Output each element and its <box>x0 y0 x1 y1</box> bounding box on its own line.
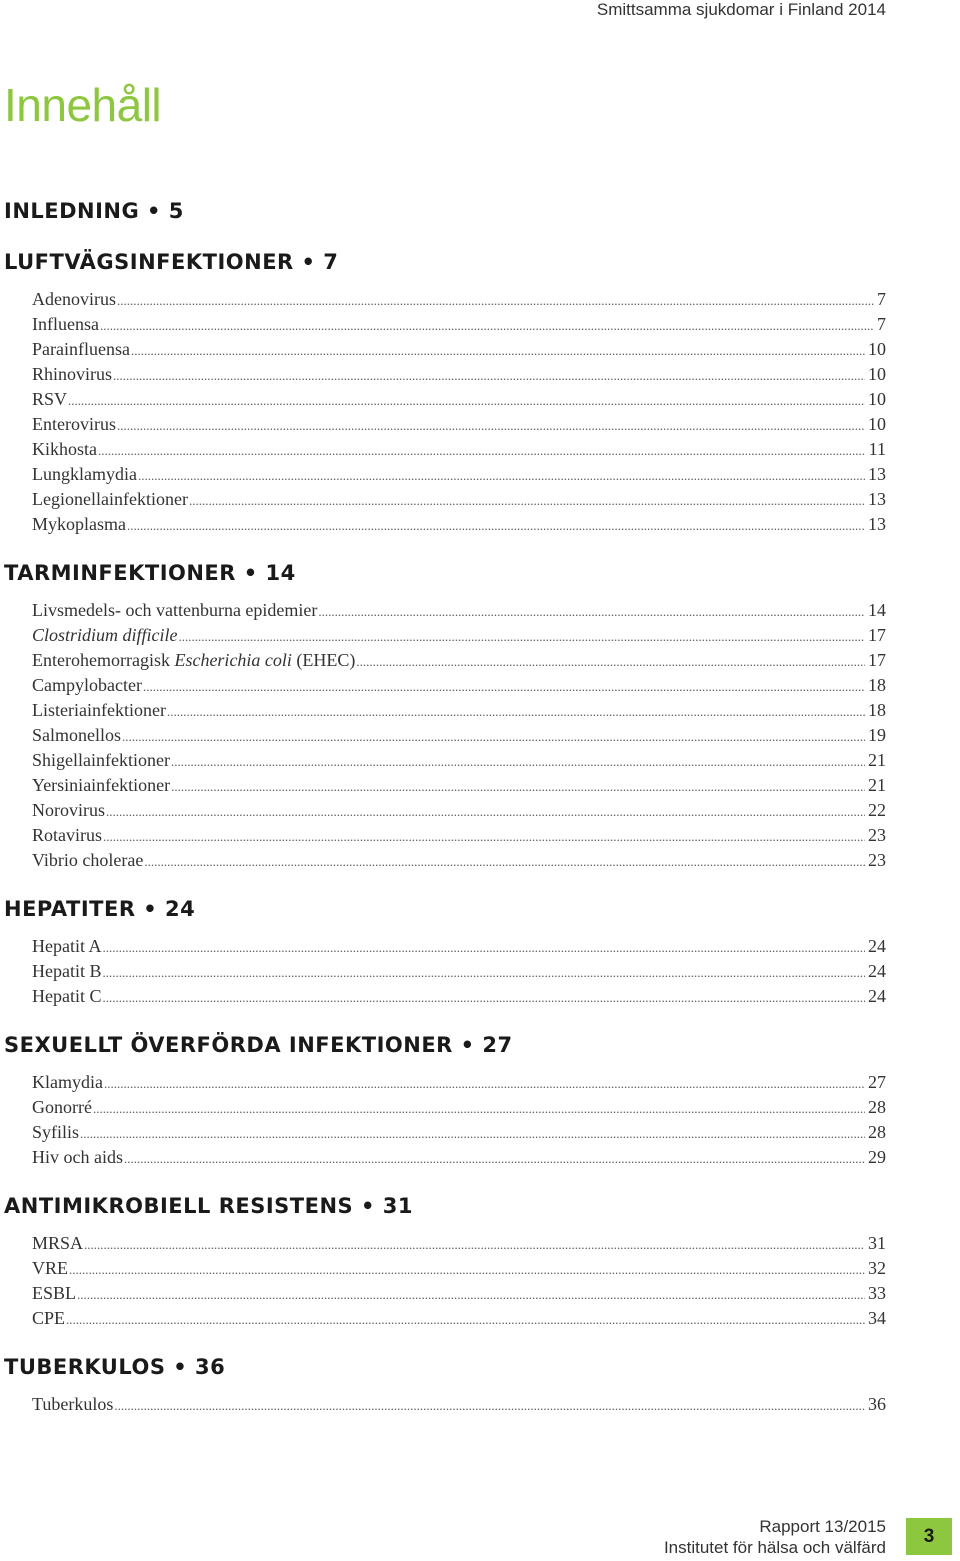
dot-leader <box>318 599 865 624</box>
toc-entry-label: Norovirus <box>32 800 105 820</box>
toc-section <box>4 1191 886 1331</box>
toc-entry[interactable] <box>32 287 886 312</box>
toc-entry-label: Mykoplasma <box>32 514 126 534</box>
toc-entry[interactable] <box>32 934 886 959</box>
dot-leader <box>104 1071 865 1096</box>
toc-entry-label: Lungklamydia <box>32 464 137 484</box>
toc-entry-label: Klamydia <box>32 1072 103 1092</box>
dot-leader <box>171 749 865 774</box>
toc-entry-label: Clostridium difficile <box>32 625 178 645</box>
toc-entry[interactable] <box>32 412 886 437</box>
toc-entry-page: 29 <box>868 1147 886 1167</box>
toc-entry-page: 7 <box>877 314 886 334</box>
toc-entry-label: Hepatit B <box>32 961 102 981</box>
toc-entry[interactable] <box>32 1145 886 1170</box>
toc-section-heading: HEPATITER • 24 <box>4 897 196 921</box>
dot-leader <box>84 1232 865 1257</box>
toc-entry-page: 31 <box>868 1233 886 1253</box>
toc-entry[interactable] <box>32 748 886 773</box>
dot-leader <box>124 1146 865 1171</box>
dot-leader <box>93 1096 865 1121</box>
toc-section-heading: SEXUELLT ÖVERFÖRDA INFEKTIONER • 27 <box>4 1033 513 1057</box>
toc-entry[interactable] <box>32 1070 886 1095</box>
toc-entry[interactable] <box>32 1231 886 1256</box>
toc-entry-page: 33 <box>868 1283 886 1303</box>
toc-entry[interactable] <box>32 387 886 412</box>
dot-leader <box>167 699 865 724</box>
toc-entry-label: Rhinovirus <box>32 364 113 384</box>
toc-entry-label: Legionellainfektioner <box>32 489 188 509</box>
toc-entry[interactable] <box>32 437 886 462</box>
dot-leader <box>103 960 866 985</box>
toc-entry[interactable] <box>32 698 886 723</box>
toc-entry[interactable] <box>32 984 886 1009</box>
toc-entry-label: Rotavirus <box>32 825 102 845</box>
toc-entry-page: 32 <box>868 1258 886 1278</box>
toc-entry-page: 27 <box>868 1072 886 1092</box>
dot-leader <box>138 463 865 488</box>
dot-leader <box>106 799 865 824</box>
toc-entry-page: 18 <box>868 700 886 720</box>
toc-entry[interactable] <box>32 648 886 673</box>
toc-entry-page: 24 <box>868 936 886 956</box>
toc-entry-label: Yersiniainfektioner <box>32 775 171 795</box>
dot-leader <box>98 438 866 463</box>
dot-leader <box>114 1393 865 1418</box>
toc-entry-label: Hiv och aids <box>32 1147 123 1167</box>
toc-entry-label: Gonorré <box>32 1097 92 1117</box>
toc-section <box>4 196 886 226</box>
dot-leader <box>131 338 865 363</box>
toc-section <box>4 894 886 1009</box>
toc-entry-label: Hepatit A <box>32 936 102 956</box>
toc-entry-page: 23 <box>868 825 886 845</box>
dot-leader <box>103 985 866 1010</box>
dot-leader <box>77 1282 865 1307</box>
toc-entry[interactable] <box>32 1120 886 1145</box>
dot-leader <box>127 513 865 538</box>
toc-entry-page: 28 <box>868 1097 886 1117</box>
toc-entry[interactable] <box>32 1256 886 1281</box>
toc-entry-page: 14 <box>868 600 886 620</box>
running-header: Smittsamma sjukdomar i Finland 2014 <box>596 0 886 19</box>
toc-entry[interactable] <box>32 462 886 487</box>
dot-leader <box>143 674 865 699</box>
toc-entry-page: 10 <box>868 364 886 384</box>
dot-leader <box>100 313 874 338</box>
dot-leader <box>68 388 865 413</box>
toc-entry-label: Livsmedels- och vattenburna epidemier <box>32 600 318 620</box>
toc-entry[interactable] <box>32 312 886 337</box>
toc-entry-page: 19 <box>868 725 886 745</box>
toc-entry-page: 7 <box>877 289 886 309</box>
toc-entry-page: 34 <box>868 1308 886 1328</box>
toc-entry[interactable] <box>32 823 886 848</box>
dot-leader <box>66 1307 865 1332</box>
toc-entry-page: 11 <box>868 439 886 459</box>
dot-leader <box>103 824 865 849</box>
toc-entry[interactable] <box>32 1392 886 1417</box>
toc-entry-page: 24 <box>868 961 886 981</box>
institute-name: Institutet för hälsa och välfärd <box>663 1538 886 1557</box>
toc-section <box>4 558 886 873</box>
toc-entry-label: Enterohemorragisk Escherichia coli (EHEC) <box>32 650 356 670</box>
toc-entry-label: Salmonellos <box>32 725 121 745</box>
toc-entry-label: Parainfluensa <box>32 339 130 359</box>
table-of-contents <box>4 196 886 1438</box>
dot-leader <box>117 413 865 438</box>
toc-entry-page: 10 <box>868 389 886 409</box>
toc-entry-page: 10 <box>868 414 886 434</box>
toc-entry-page: 24 <box>868 986 886 1006</box>
toc-entry[interactable] <box>32 337 886 362</box>
page-number-badge: 3 <box>906 1518 952 1555</box>
toc-entry-label: VRE <box>32 1258 68 1278</box>
toc-entry[interactable] <box>32 362 886 387</box>
toc-entry-label: RSV <box>32 389 68 409</box>
toc-entry-page: 28 <box>868 1122 886 1142</box>
toc-entry-label: Hepatit C <box>32 986 102 1006</box>
dot-leader <box>356 649 865 674</box>
toc-section <box>4 1030 886 1170</box>
dot-leader <box>189 488 865 513</box>
toc-entry-label: Enterovirus <box>32 414 116 434</box>
toc-entry-page: 21 <box>868 750 886 770</box>
toc-entry-label: Tuberkulos <box>32 1394 114 1414</box>
toc-entry-page: 36 <box>868 1394 886 1414</box>
toc-section <box>4 1352 886 1417</box>
toc-entry-page: 17 <box>868 625 886 645</box>
dot-leader <box>103 935 866 960</box>
toc-entry-label: Syfilis <box>32 1122 80 1142</box>
toc-entry[interactable] <box>32 487 886 512</box>
toc-entry-label: CPE <box>32 1308 66 1328</box>
toc-entry[interactable] <box>32 959 886 984</box>
toc-entry[interactable] <box>32 673 886 698</box>
dot-leader <box>122 724 865 749</box>
toc-entry[interactable] <box>32 723 886 748</box>
toc-section-heading: INLEDNING • 5 <box>4 199 184 223</box>
toc-entry-label: Kikhosta <box>32 439 97 459</box>
toc-entry[interactable] <box>32 598 886 623</box>
dot-leader <box>80 1121 865 1146</box>
toc-entry-label: Shigellainfektioner <box>32 750 170 770</box>
report-number: Rapport 13/2015 <box>759 1517 886 1536</box>
toc-entry-page: 13 <box>868 514 886 534</box>
toc-entry-label: Adenovirus <box>32 289 116 309</box>
dot-leader <box>171 774 865 799</box>
toc-entry[interactable] <box>32 848 886 873</box>
toc-section-heading: LUFTVÄGSINFEKTIONER • 7 <box>4 250 339 274</box>
toc-entry-label: Influensa <box>32 314 99 334</box>
page-title: Innehåll <box>4 79 162 131</box>
toc-entry-page: 13 <box>868 489 886 509</box>
toc-entry-page: 18 <box>868 675 886 695</box>
toc-entry-page: 10 <box>868 339 886 359</box>
dot-leader <box>179 624 865 649</box>
dot-leader <box>117 288 874 313</box>
toc-entry-label: MRSA <box>32 1233 84 1253</box>
toc-entry[interactable] <box>32 623 886 648</box>
toc-entry[interactable] <box>32 798 886 823</box>
dot-leader <box>113 363 865 388</box>
toc-entry[interactable] <box>32 512 886 537</box>
toc-entry[interactable] <box>32 773 886 798</box>
toc-entry-page: 17 <box>868 650 886 670</box>
toc-entry-label: Vibrio cholerae <box>32 850 144 870</box>
toc-entry-page: 21 <box>868 775 886 795</box>
toc-entry-page: 22 <box>868 800 886 820</box>
toc-entry[interactable] <box>32 1306 886 1331</box>
dot-leader <box>144 849 865 874</box>
toc-section-heading: TUBERKULOS • 36 <box>4 1355 226 1379</box>
toc-entry-label: Listeriainfektioner <box>32 700 166 720</box>
toc-entry-label: Campylobacter <box>32 675 142 695</box>
toc-section <box>4 247 886 537</box>
toc-section-heading: ANTIMIKROBIELL RESISTENS • 31 <box>4 1194 413 1218</box>
toc-entry[interactable] <box>32 1095 886 1120</box>
toc-entry-page: 13 <box>868 464 886 484</box>
toc-entry[interactable] <box>32 1281 886 1306</box>
toc-entry-page: 23 <box>868 850 886 870</box>
dot-leader <box>69 1257 865 1282</box>
toc-entry-label: ESBL <box>32 1283 77 1303</box>
toc-section-heading: TARMINFEKTIONER • 14 <box>4 561 296 585</box>
